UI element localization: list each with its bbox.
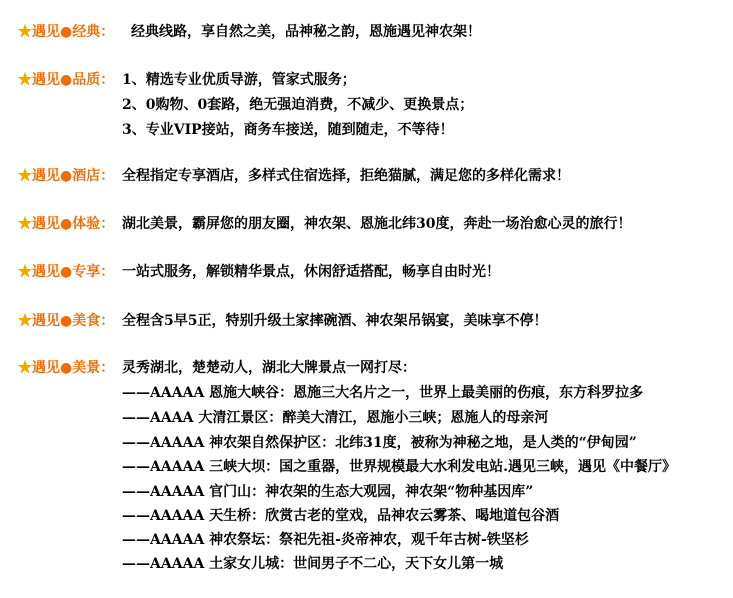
label-prefix: 遇见: [32, 216, 60, 232]
section-label: [18, 22, 114, 42]
label-name: 专享：: [72, 264, 115, 280]
label-prefix: 遇见: [32, 360, 60, 376]
section-text: 2、0购物、0套路，绝无强迫消费，不减少、更换景点；: [122, 97, 474, 113]
dot-icon: ●: [60, 72, 73, 88]
label-name: 酒店：: [72, 168, 115, 184]
section-text: 全程指定专享酒店，多样式住宿选择，拒绝猫腻，满足您的多样化需求！: [122, 168, 570, 184]
star-icon: ★: [18, 24, 32, 40]
dot-icon: ●: [60, 360, 73, 376]
label-prefix: 遇见: [32, 72, 60, 88]
scenery-item-text: ——AAAAA 天生桥：欣赏古老的堂戏，品神农云雾茶、喝地道包谷酒: [122, 508, 560, 524]
section-text: 一站式服务，解锁精华景点，休闲舒适搭配，畅享自由时光！: [122, 264, 500, 280]
section-label: [18, 358, 114, 378]
section-text: 经典线路，享自然之美，品神秘之韵，恩施遇见神农架！: [131, 24, 481, 40]
section-label: [18, 311, 114, 331]
label-name: 美食：: [72, 313, 115, 329]
label-name: 品质：: [72, 72, 115, 88]
section-text: 3、专业VIP接站，商务车接送，随到随走，不等待！: [122, 122, 454, 138]
dot-icon: ●: [60, 216, 73, 232]
star-icon: ★: [18, 72, 32, 88]
section-text: 灵秀湖北，楚楚动人，湖北大牌景点一网打尽：: [122, 360, 416, 376]
scenery-item-text: ——AAAAA 三峡大坝：国之重器，世界规模最大水利发电站.遇见三峡，遇见《中餐厅》: [122, 459, 677, 475]
scenery-item-text: ——AAAAA 神农架自然保护区：北纬31度，被称为神秘之地，是人类的“伊甸园”: [122, 435, 637, 451]
section-label: [18, 166, 114, 186]
section-label: [18, 214, 114, 234]
star-icon: ★: [18, 216, 32, 232]
star-icon: ★: [18, 168, 32, 184]
scenery-item-text: ——AAAAA 恩施大峡谷：恩施三大名片之一，世界上最美丽的伤痕，东方科罗拉多: [122, 385, 644, 401]
section-label: [18, 262, 114, 282]
section-label: [18, 70, 114, 90]
dot-icon: ●: [60, 24, 73, 40]
scenery-item-text: ——AAAAA 神农祭坛：祭祀先祖-炎帝神农，观千年古树-铁坚杉: [122, 532, 529, 548]
scenery-item-text: ——AAAAA 土家女儿城：世间男子不二心，天下女儿第一城: [122, 556, 504, 572]
star-icon: ★: [18, 360, 32, 376]
star-icon: ★: [18, 313, 32, 329]
label-prefix: 遇见: [32, 264, 60, 280]
dot-icon: ●: [60, 313, 73, 329]
dot-icon: ●: [60, 264, 73, 280]
section-text: 湖北美景，霸屏您的朋友圈，神农架、恩施北纬30度，奔赴一场治愈心灵的旅行！: [122, 216, 632, 232]
scenery-item-text: ——AAAAA 官门山：神农架的生态大观园，神农架“物种基因库”: [122, 484, 534, 500]
label-name: 体验：: [72, 216, 115, 232]
section-text: 全程含5早5正，特别升级土家摔碗酒、神农架吊锅宴，美味享不停！: [122, 313, 548, 329]
label-name: 经典：: [72, 24, 115, 40]
star-icon: ★: [18, 264, 32, 280]
label-prefix: 遇见: [32, 313, 60, 329]
label-name: 美景：: [72, 360, 115, 376]
label-prefix: 遇见: [32, 24, 60, 40]
section-text: 1、精选专业优质导游，管家式服务；: [122, 72, 356, 88]
dot-icon: ●: [60, 168, 73, 184]
scenery-item-text: ——AAAA 大清江景区：醉美大清江，恩施小三峡；恩施人的母亲河: [122, 410, 549, 426]
label-prefix: 遇见: [32, 168, 60, 184]
